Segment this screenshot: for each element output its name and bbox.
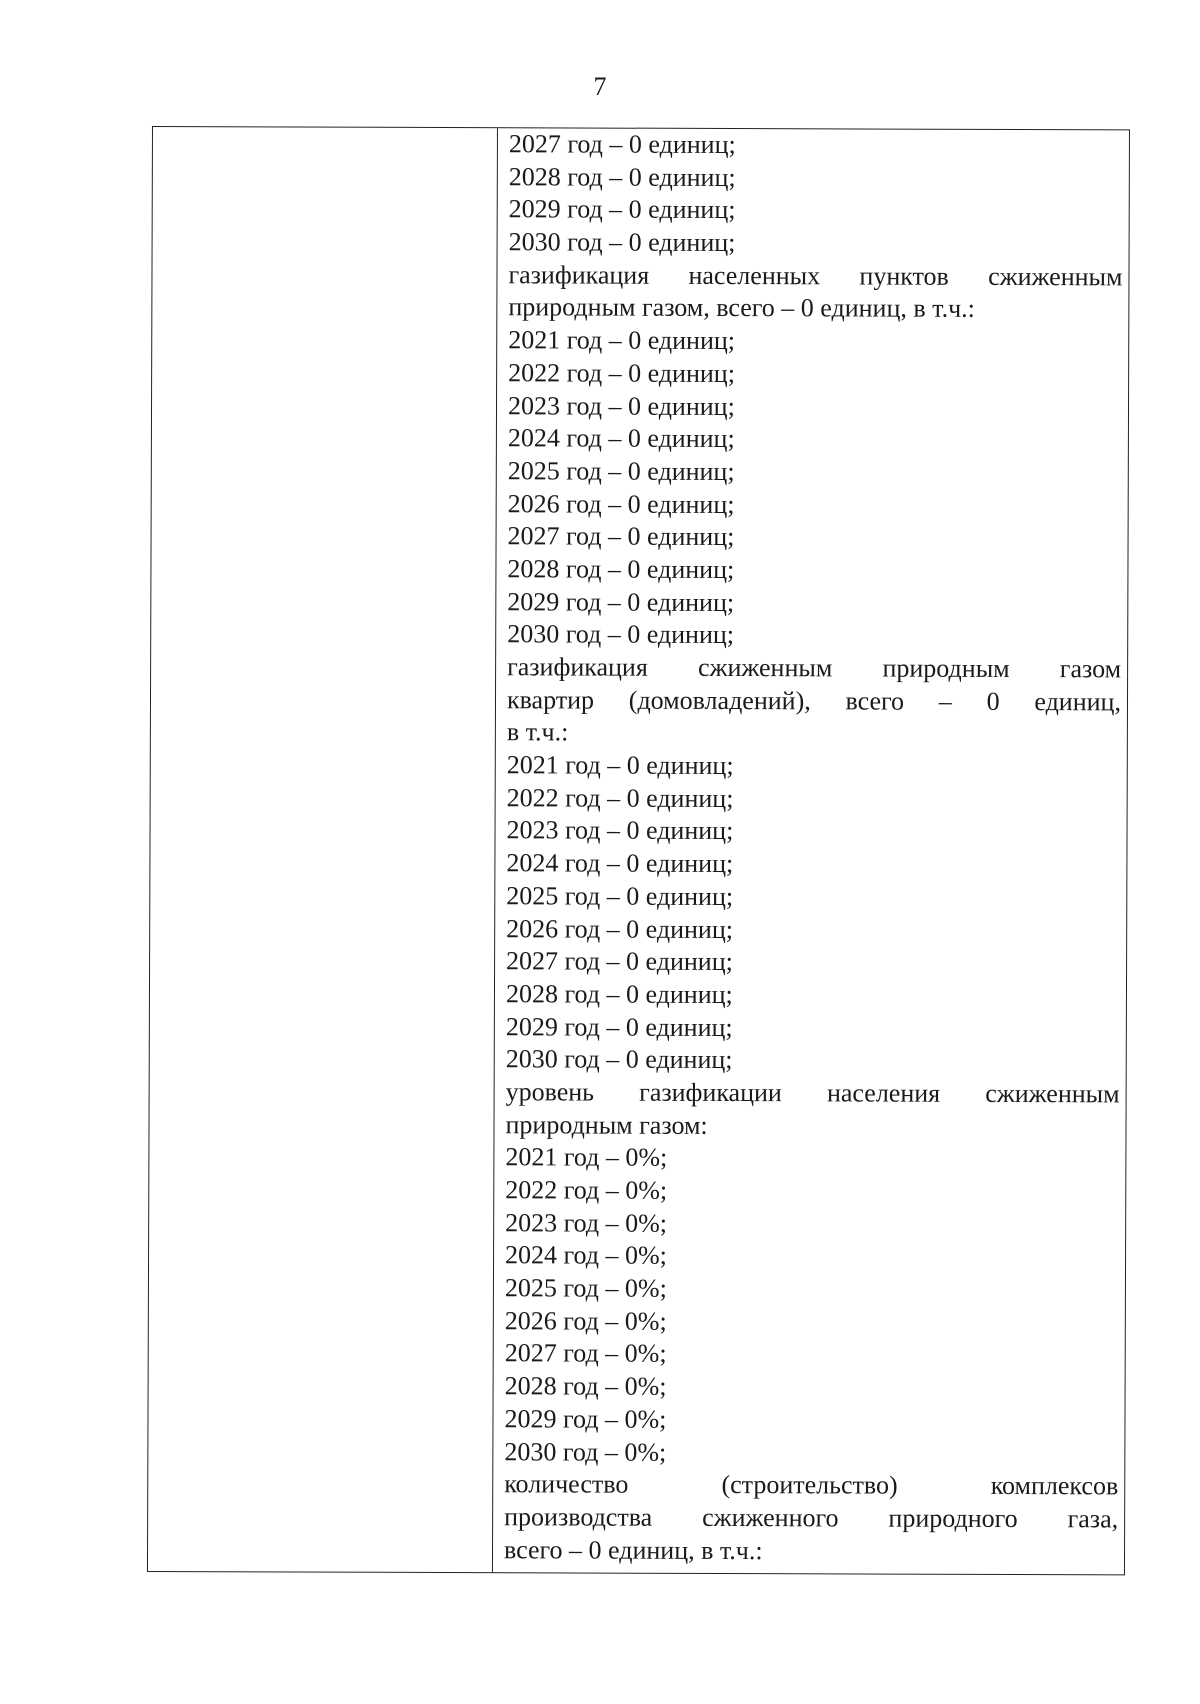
text-line: газификация сжиженным природным газом: [507, 652, 1122, 684]
text-line: квартир (домовладений), всего – 0 единиц,: [506, 684, 1122, 717]
text-line: 2029 год – 0 единиц;: [508, 194, 736, 225]
text-line: 2029 год – 0 единиц;: [505, 1011, 733, 1042]
text-line: 2026 год – 0%;: [504, 1305, 667, 1336]
text-line: 2027 год – 0 единиц;: [507, 521, 735, 552]
page-number: 7: [593, 72, 607, 101]
text-line: 2030 год – 0%;: [504, 1436, 667, 1467]
text-line: 2023 год – 0 единиц;: [506, 815, 734, 846]
document-table: [147, 126, 1130, 1575]
text-line: 2027 год – 0 единиц;: [508, 129, 736, 160]
text-line: 2021 год – 0%;: [505, 1142, 668, 1173]
text-line: природным газом:: [505, 1109, 708, 1140]
text-line: уровень газификации населения сжиженным: [505, 1077, 1120, 1109]
text-line: 2025 год – 0 единиц;: [507, 456, 735, 486]
text-line: 2022 год – 0%;: [505, 1175, 668, 1205]
text-line: 2025 год – 0%;: [504, 1273, 667, 1303]
text-line: количество (строительство) комплексов: [504, 1469, 1119, 1501]
text-line: 2024 год – 0 единиц;: [507, 423, 735, 454]
text-line: 2022 год – 0 единиц;: [506, 782, 734, 813]
text-line: 2023 год – 0%;: [505, 1207, 668, 1238]
text-line: всего – 0 единиц, в т.ч.:: [503, 1534, 763, 1565]
text-line: 2026 год – 0 единиц;: [507, 488, 735, 519]
text-line: 2030 год – 0 единиц;: [507, 619, 735, 650]
text-line: 2028 год – 0%;: [504, 1371, 667, 1401]
text-line: в т.ч.:: [506, 717, 569, 747]
text-line: 2023 год – 0 единиц;: [507, 390, 735, 421]
text-line: 2030 год – 0 единиц;: [505, 1044, 733, 1075]
text-line: газификация населенных пунктов сжиженным: [508, 259, 1123, 292]
text-line: 2029 год – 0 единиц;: [507, 586, 735, 617]
text-line: 2021 год – 0 единиц;: [506, 750, 734, 781]
text-line: 2026 год – 0 единиц;: [506, 913, 734, 944]
text-line: 2029 год – 0%;: [504, 1404, 667, 1434]
column-divider: [492, 128, 498, 1572]
text-line: 2028 год – 0 единиц;: [507, 554, 735, 584]
text-line: 2027 год – 0 единиц;: [506, 946, 733, 977]
text-line: 2021 год – 0 единиц;: [508, 325, 736, 356]
text-line: 2022 год – 0 единиц;: [508, 358, 736, 388]
text-line: 2024 год – 0 единиц;: [506, 848, 734, 879]
text-line: природным газом, всего – 0 единиц, в т.ч.:: [508, 292, 975, 324]
text-line: 2028 год – 0 единиц;: [505, 979, 733, 1009]
text-line: 2028 год – 0 единиц;: [508, 161, 736, 192]
text-line: производства сжиженного природного газа,: [504, 1502, 1119, 1534]
text-line: 2030 год – 0 единиц;: [508, 227, 736, 258]
right-cell: [504, 128, 1123, 1568]
text-line: 2025 год – 0 единиц;: [506, 881, 734, 911]
text-line: 2027 год – 0%;: [504, 1338, 667, 1369]
text-line: 2024 год – 0%;: [505, 1240, 668, 1271]
